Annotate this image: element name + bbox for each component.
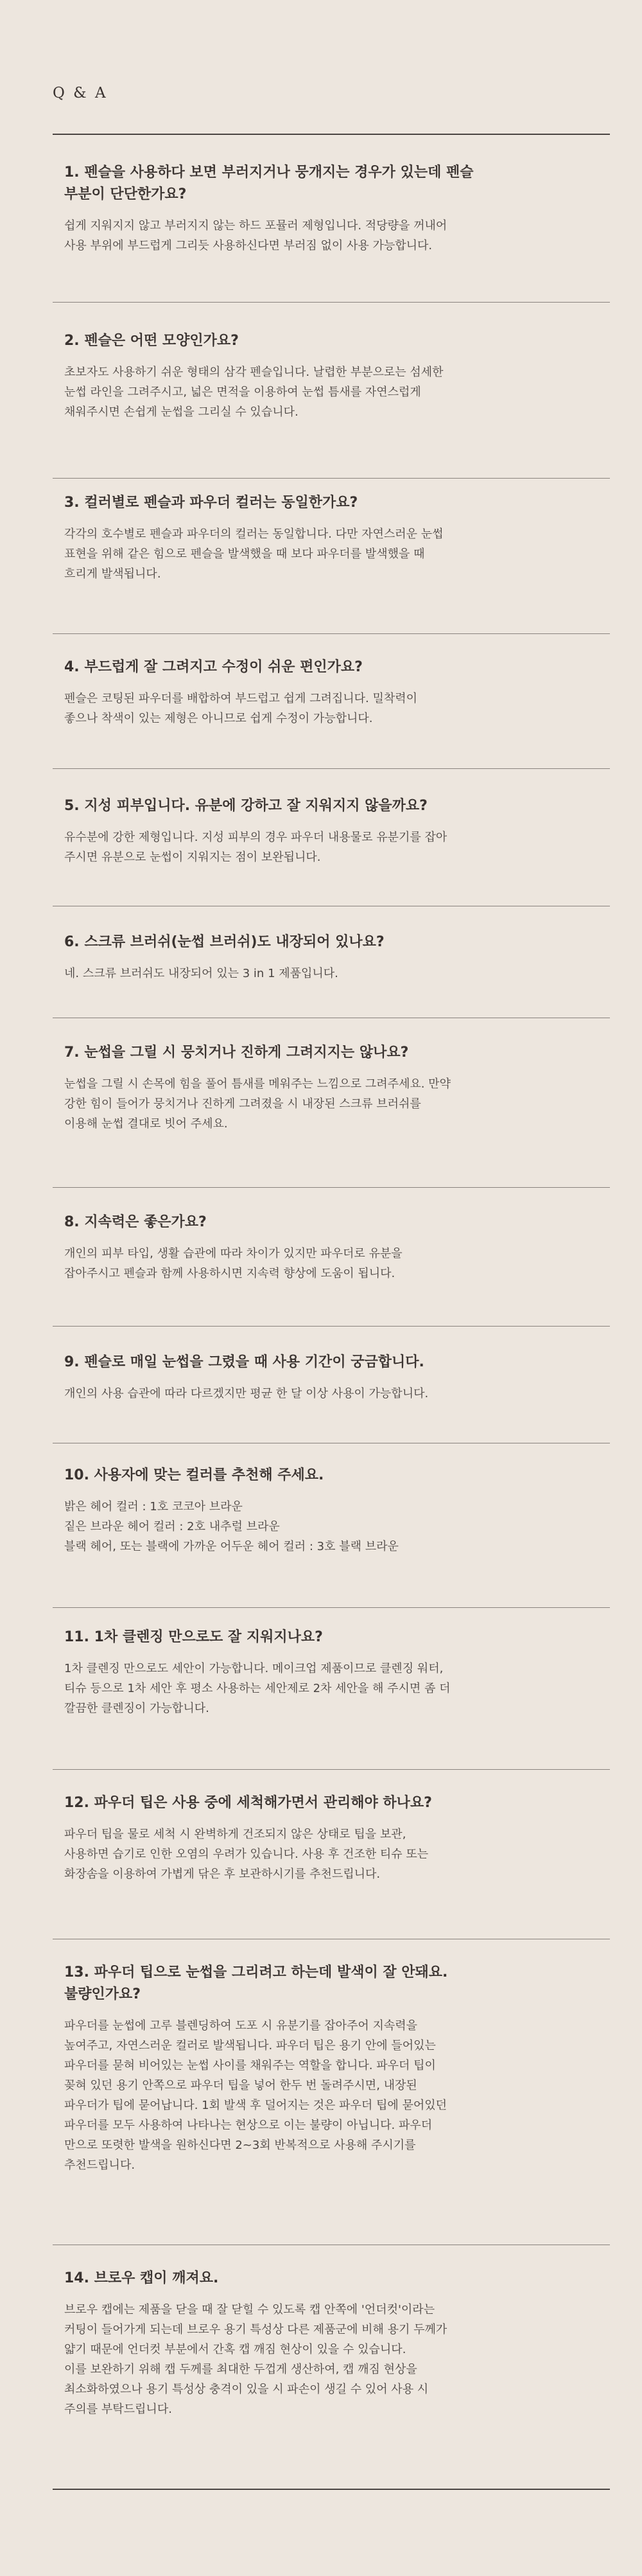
faq-answer: 개인의 사용 습관에 따라 다르겠지만 평균 한 달 이상 사용이 가능합니다. bbox=[64, 1387, 429, 1400]
faq-item-9 bbox=[64, 1352, 597, 1404]
faq-answer: 유수분에 강한 제형입니다. 지성 피부의 경우 파우더 내용물로 유분기를 잡아 주시면 유분으로 눈썹이 지워지는 점이 보완됩니다. bbox=[64, 831, 447, 864]
faq-item-13 bbox=[64, 1962, 597, 2175]
faq-question: 10. 사용자에 맞는 컬러를 추천해 주세요. bbox=[64, 1467, 324, 1483]
faq-answer: 눈썹을 그릴 시 손목에 힘을 풀어 틈새를 메워주는 느낌으로 그려주세요. 만약 강한 힘이 들어가 뭉치거나 진하게 그려졌을 시 내장된 스크류 브러쉬를 이용해 눈썹 결대로 빗어 주세요. bbox=[64, 1077, 451, 1131]
faq-divider bbox=[53, 633, 610, 634]
faq-divider bbox=[53, 478, 610, 479]
faq-item-14 bbox=[64, 2268, 597, 2419]
faq-answer: 파우더를 눈썹에 고루 블렌딩하여 도포 시 유분기를 잡아주어 지속력을 높여주고, 자연스러운 컬러로 발색됩니다. 파우더 팁은 용기 안에 들어있는 파우더를 묻혀 비어있는 눈썹 사이를 채워주는 역할을 합니다. 파우더 팁이 꽂혀 있던 용기 안쪽으로 파우더 팁을 넣어 한두 번 돌려주시면, 내장된 파우더가 팁에 묻어납니다. 1회 발색 후 덜어지는 것은 파우더 팁에 묻어있던 파우더를 모두 사용하여 나타나는 현상으로 이는 불량이 아닙니다. 파우더 만으로 또렷한 발색을 원하신다면 2~3회 반복적으로 사용해 주시기를 추천드립니다. bbox=[64, 2019, 447, 2172]
faq-item-5 bbox=[64, 795, 597, 867]
faq-answer: 밝은 헤어 컬러 : 1호 코코아 브라운 짙은 브라운 헤어 컬러 : 2호 내추럴 브라운 블랙 헤어, 또는 블랙에 가까운 어두운 헤어 컬러 : 3호 블랙 브라운 bbox=[64, 1500, 399, 1553]
page-title: Q & A bbox=[53, 85, 108, 101]
faq-divider bbox=[53, 1187, 610, 1188]
faq-answer: 각각의 호수별로 펜슬과 파우더의 컬러는 동일합니다. 다만 자연스러운 눈썹 표현을 위해 같은 힘으로 펜슬을 발색했을 때 보다 파우더를 발색했을 때 흐리게 발색됩니다. bbox=[64, 527, 444, 581]
faq-item-2 bbox=[64, 330, 597, 422]
faq-question: 11. 1차 클렌징 만으로도 잘 지워지나요? bbox=[64, 1629, 323, 1645]
faq-item-10 bbox=[64, 1465, 597, 1557]
faq-answer: 초보자도 사용하기 쉬운 형태의 삼각 펜슬입니다. 날렵한 부분으로는 섬세한 눈썹 라인을 그려주시고, 넓은 면적을 이용하여 눈썹 틈새를 자연스럽게 채워주시면 손쉽게 눈썹을 그리실 수 있습니다. bbox=[64, 366, 444, 419]
faq-divider bbox=[53, 302, 610, 303]
faq-question: 8. 지속력은 좋은가요? bbox=[64, 1214, 207, 1230]
faq-item-8 bbox=[64, 1212, 597, 1284]
faq-answer: 펜슬은 코팅된 파우더를 배합하여 부드럽고 쉽게 그려집니다. 밀착력이 좋으나 착색이 있는 제형은 아니므로 쉽게 수정이 가능합니다. bbox=[64, 692, 418, 725]
faq-item-11 bbox=[64, 1627, 597, 1718]
faq-question: 2. 펜슬은 어떤 모양인가요? bbox=[64, 333, 239, 349]
top-divider bbox=[53, 134, 610, 135]
faq-item-4 bbox=[64, 657, 597, 728]
faq-answer: 네. 스크류 브러쉬도 내장되어 있는 3 in 1 제품입니다. bbox=[64, 967, 338, 980]
faq-question: 5. 지성 피부입니다. 유분에 강하고 잘 지워지지 않을까요? bbox=[64, 798, 428, 814]
faq-question: 13. 파우더 팁으로 눈썹을 그리려고 하는데 발색이 잘 안돼요. 불량인가요? bbox=[64, 1964, 448, 2002]
faq-question: 7. 눈썹을 그릴 시 뭉치거나 진하게 그려지지는 않나요? bbox=[64, 1045, 409, 1061]
faq-answer: 파우더 팁을 물로 세척 시 완벽하게 건조되지 않은 상태로 팁을 보관, 사용하면 습기로 인한 오염의 우려가 있습니다. 사용 후 건조한 티슈 또는 화장솜을 이용하여 가볍게 닦은 후 보관하시기를 추천드립니다. bbox=[64, 1828, 429, 1881]
faq-item-6 bbox=[64, 931, 597, 984]
faq-question: 1. 펜슬을 사용하다 보면 부러지거나 뭉개지는 경우가 있는데 펜슬 부분이 단단한가요? bbox=[64, 164, 474, 202]
faq-divider bbox=[53, 1607, 610, 1608]
faq-question: 3. 컬러별로 펜슬과 파우더 컬러는 동일한가요? bbox=[64, 495, 358, 511]
faq-answer: 개인의 피부 타입, 생활 습관에 따라 차이가 있지만 파우더로 유분을 잡아주시고 펜슬과 함께 사용하시면 지속력 향상에 도움이 됩니다. bbox=[64, 1247, 403, 1280]
faq-question: 6. 스크류 브러쉬(눈썹 브러쉬)도 내장되어 있나요? bbox=[64, 934, 385, 950]
faq-item-3 bbox=[64, 492, 597, 584]
faq-divider bbox=[53, 1769, 610, 1770]
faq-answer: 쉽게 지워지지 않고 부러지지 않는 하드 포뮬러 제형입니다. 적당량을 꺼내어 사용 부위에 부드럽게 그리듯 사용하신다면 부러짐 없이 사용 가능합니다. bbox=[64, 219, 447, 252]
faq-question: 14. 브로우 캡이 깨져요. bbox=[64, 2270, 219, 2286]
faq-item-12 bbox=[64, 1792, 597, 1884]
faq-question: 12. 파우더 팁은 사용 중에 세척해가면서 관리해야 하나요? bbox=[64, 1795, 432, 1811]
faq-item-1 bbox=[64, 162, 597, 256]
faq-divider bbox=[53, 768, 610, 769]
faq-question: 4. 부드럽게 잘 그려지고 수정이 쉬운 편인가요? bbox=[64, 659, 363, 675]
faq-answer: 1차 클렌징 만으로도 세안이 가능합니다. 메이크업 제품이므로 클렌징 워터, 티슈 등으로 1차 세안 후 평소 사용하는 세안제로 2차 세안을 해 주시면 좀 더 깔끔한 클렌징이 가능합니다. bbox=[64, 1662, 451, 1715]
faq-item-7 bbox=[64, 1042, 597, 1134]
faq-question: 9. 펜슬로 매일 눈썹을 그렸을 때 사용 기간이 궁금합니다. bbox=[64, 1354, 424, 1370]
bottom-divider bbox=[53, 2489, 610, 2490]
faq-divider bbox=[53, 1326, 610, 1327]
faq-answer: 브로우 캡에는 제품을 닫을 때 잘 닫힐 수 있도록 캡 안쪽에 '언더컷'이라는 커팅이 들어가게 되는데 브로우 용기 특성상 다른 제품군에 비해 용기 두께가 얇기 때문에 언더컷 부분에서 간혹 캡 깨짐 현상이 있을 수 있습니다. 이를 보완하기 위해 캡 두께를 최대한 두껍게 생산하여, 캡 깨짐 현상을 최소화하였으나 용기 특성상 충격이 있을 시 파손이 생길 수 있어 사용 시 주의를 부탁드립니다. bbox=[64, 2303, 447, 2416]
